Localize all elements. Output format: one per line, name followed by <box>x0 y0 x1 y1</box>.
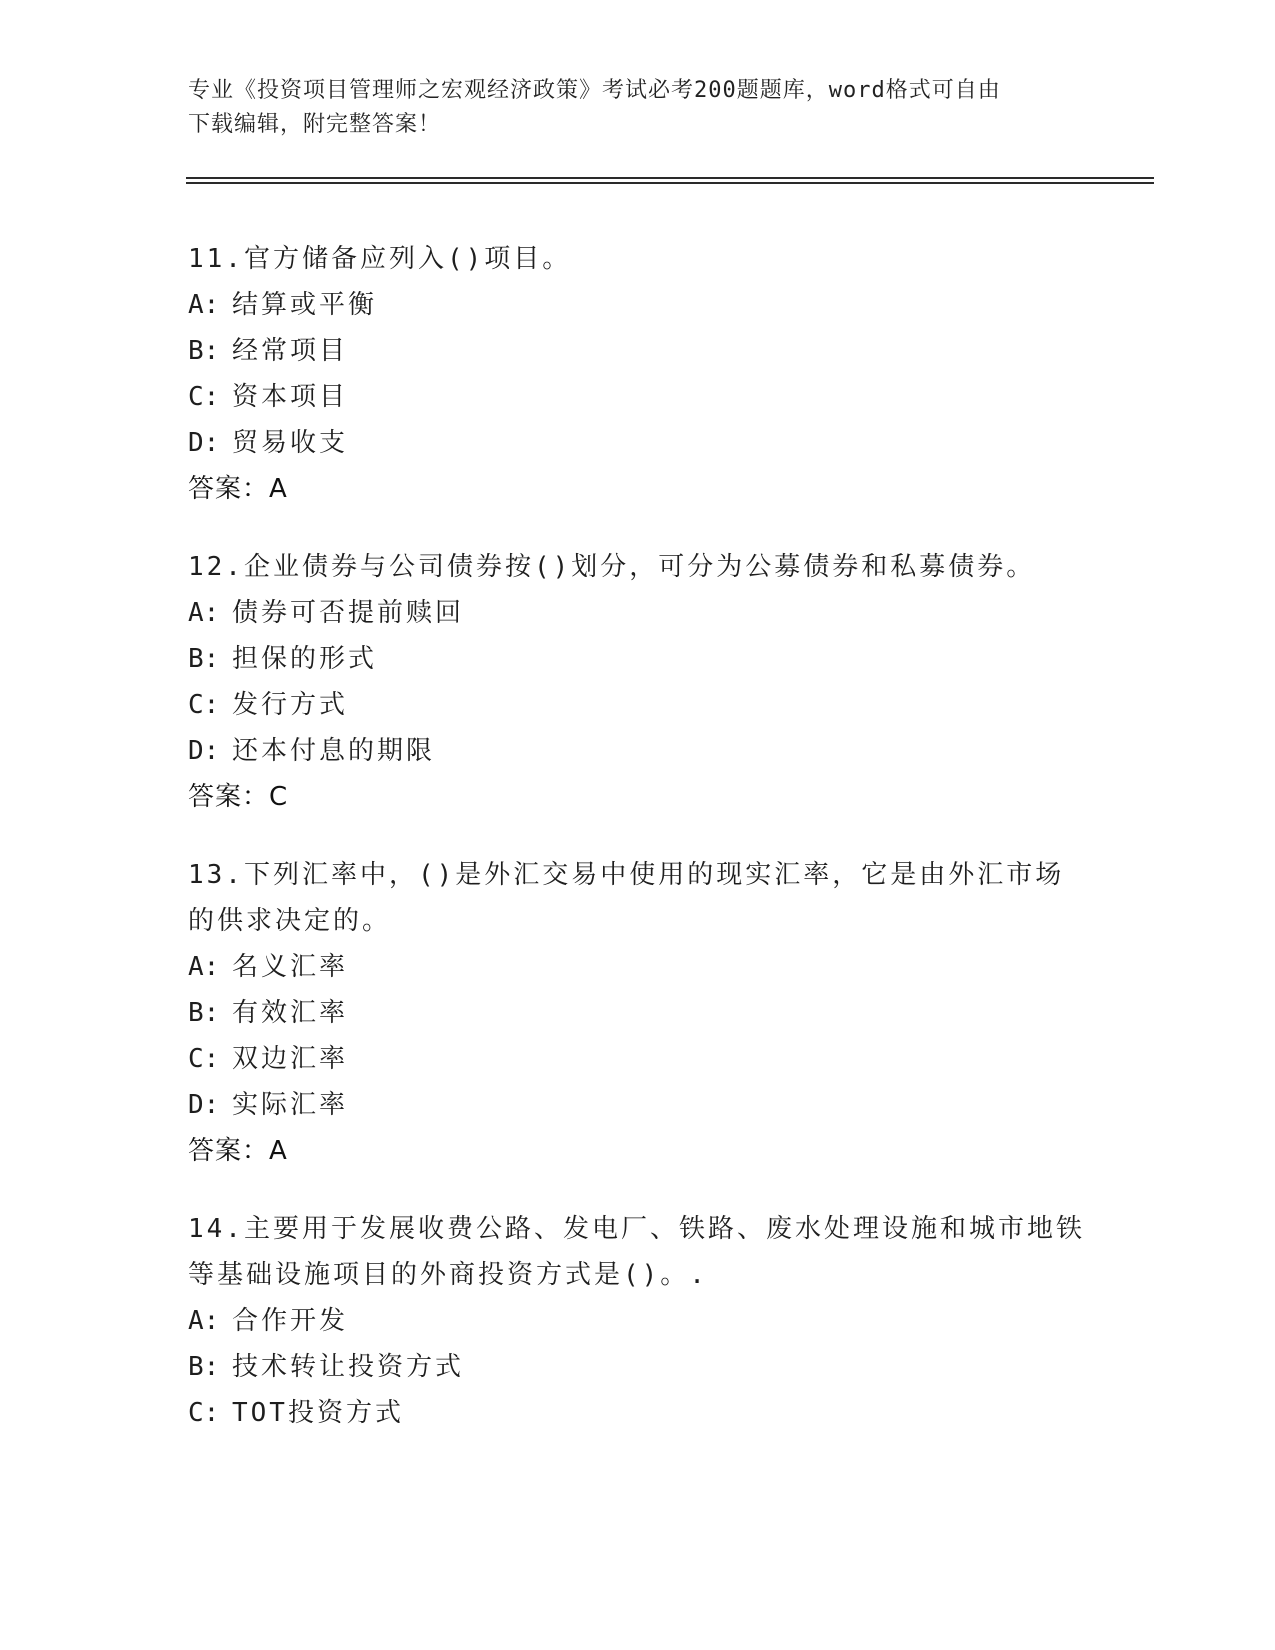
option-d <box>188 1082 1088 1128</box>
option-key: B: <box>188 998 220 1028</box>
header-divider-top <box>186 177 1154 179</box>
option-text: 资本项目 <box>232 382 349 412</box>
option-text: 有效汇率 <box>232 998 349 1028</box>
option-text: 双边汇率 <box>232 1044 349 1074</box>
option-text: 技术转让投资方式 <box>232 1352 465 1382</box>
option-b <box>188 1344 1088 1390</box>
question-11 <box>188 236 1088 512</box>
option-a <box>188 282 1088 328</box>
option-text: 名义汇率 <box>232 952 349 982</box>
question-stem: 14.主要用于发展收费公路、发电厂、铁路、废水处理设施和城市地铁等基础设施项目的外商投资方式是()。. <box>188 1214 1085 1290</box>
option-key: C: <box>188 1398 220 1428</box>
option-text: TOT投资方式 <box>232 1398 404 1428</box>
option-key: B: <box>188 644 220 674</box>
option-key: B: <box>188 336 220 366</box>
option-text: 债券可否提前赎回 <box>232 598 465 628</box>
header-line-2: 下载编辑，附完整答案！ <box>188 112 442 137</box>
option-c <box>188 374 1088 420</box>
option-key: D: <box>188 1090 220 1120</box>
option-text: 实际汇率 <box>232 1090 349 1120</box>
option-key: C: <box>188 690 220 720</box>
option-key: C: <box>188 1044 220 1074</box>
option-key: A: <box>188 290 220 320</box>
option-key: D: <box>188 428 220 458</box>
option-b <box>188 328 1088 374</box>
question-13 <box>188 852 1088 1174</box>
header-line-1: 专业《投资项目管理师之宏观经济政策》考试必考200题题库，word格式可自由 <box>188 78 1001 103</box>
option-c <box>188 1390 1088 1436</box>
answer-line: 答案：A <box>188 474 288 504</box>
question-stem: 12.企业债券与公司债券按()划分，可分为公募债券和私募债券。 <box>188 552 1036 582</box>
question-stem: 13.下列汇率中，()是外汇交易中使用的现实汇率，它是由外汇市场的供求决定的。 <box>188 860 1065 936</box>
option-text: 结算或平衡 <box>232 290 378 320</box>
question-stem: 11.官方储备应列入()项目。 <box>188 244 572 274</box>
option-text: 贸易收支 <box>232 428 349 458</box>
option-b <box>188 636 1088 682</box>
option-d <box>188 728 1088 774</box>
option-a <box>188 944 1088 990</box>
option-a <box>188 590 1088 636</box>
option-key: A: <box>188 1306 220 1336</box>
option-key: B: <box>188 1352 220 1382</box>
option-key: A: <box>188 598 220 628</box>
option-key: D: <box>188 736 220 766</box>
option-c <box>188 682 1088 728</box>
document-header <box>188 74 1088 142</box>
question-list <box>188 236 1088 1468</box>
option-text: 合作开发 <box>232 1306 349 1336</box>
answer-line: 答案：A <box>188 1136 288 1166</box>
option-key: C: <box>188 382 220 412</box>
header-divider-bottom <box>186 182 1154 184</box>
option-text: 还本付息的期限 <box>232 736 436 766</box>
option-b <box>188 990 1088 1036</box>
option-text: 担保的形式 <box>232 644 378 674</box>
option-key: A: <box>188 952 220 982</box>
option-text: 发行方式 <box>232 690 349 720</box>
option-a <box>188 1298 1088 1344</box>
question-14 <box>188 1206 1088 1436</box>
answer-line: 答案：C <box>188 782 289 812</box>
option-c <box>188 1036 1088 1082</box>
option-d <box>188 420 1088 466</box>
question-12 <box>188 544 1088 820</box>
option-text: 经常项目 <box>232 336 349 366</box>
